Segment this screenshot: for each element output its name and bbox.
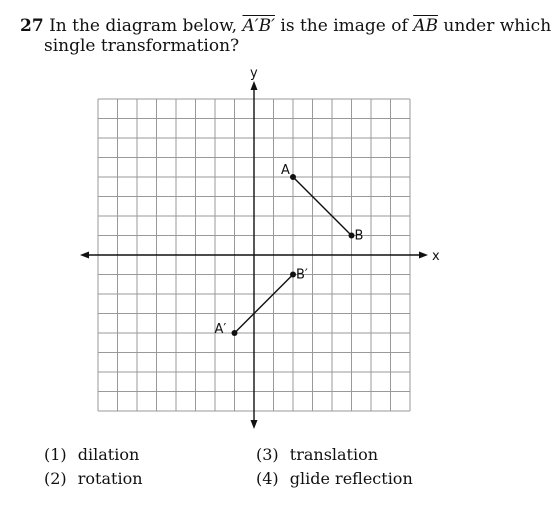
choice-2[interactable] [44, 469, 143, 488]
point-label: A [281, 163, 290, 178]
choice-1[interactable] [44, 445, 139, 464]
x-axis-arrow-right [419, 252, 428, 259]
choice-2-text: rotation [77, 469, 143, 488]
point-label: B′ [296, 267, 308, 283]
x-axis-label: x [432, 249, 440, 264]
point-label: B [354, 228, 364, 244]
x-axis-arrow-left [80, 252, 89, 259]
choice-4-text: glide reflection [289, 469, 413, 488]
question-text-b: is the image of [280, 16, 408, 36]
choice-4-number: (4) [256, 469, 279, 488]
y-axis-arrow-up [251, 81, 258, 90]
point-dot [290, 174, 296, 180]
choice-2-number: (2) [44, 469, 67, 488]
segment-image-label: A′B′ [242, 16, 275, 36]
choice-4[interactable] [256, 469, 413, 488]
question-text-c: under which [443, 16, 551, 36]
choice-1-number: (1) [44, 445, 67, 464]
segment-preimage-label: $\overline{AB}$ [413, 16, 438, 36]
y-axis-label: y [250, 66, 258, 81]
question-number: 27 [20, 16, 44, 36]
choice-3[interactable] [256, 445, 378, 464]
choice-3-text: translation [289, 445, 379, 464]
plotted-marks [215, 163, 364, 337]
y-axis-arrow-down [251, 420, 258, 429]
point-label: A′ [214, 322, 227, 337]
axes [80, 66, 440, 429]
segment-line [235, 275, 294, 334]
choice-3-number: (3) [256, 445, 279, 464]
choice-1-text: dilation [77, 445, 140, 464]
question-text-a: In the diagram below, [49, 16, 238, 36]
point-dot [232, 330, 238, 336]
segment-line [293, 177, 352, 236]
question-line-2: single transformation? [44, 36, 240, 56]
